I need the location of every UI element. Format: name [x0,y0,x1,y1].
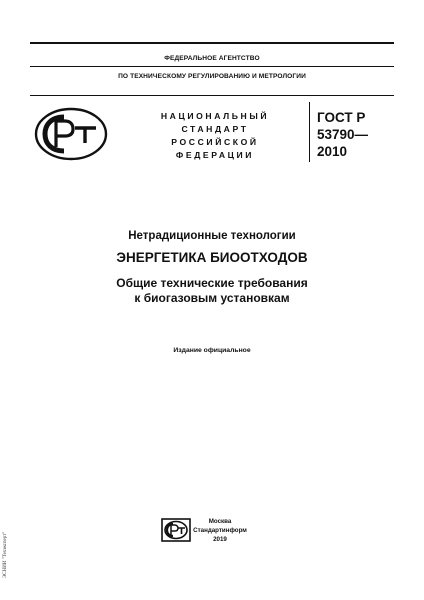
standard-type: НАЦИОНАЛЬНЫЙ СТАНДАРТ РОССИЙСКОЙ ФЕДЕРАЦИИ [160,111,270,160]
publisher-block: Москва Стандартинформ 2019 [193,518,247,543]
edition-label: Издание официальное [173,347,251,354]
title-subtitle: Общие технические требования к биогазовым установкам [116,276,308,305]
sidebar-text: ЭСНИИ "Техэксперт" [3,531,8,578]
title-line-1: Нетрадиционные технологии [128,230,296,242]
agency-line-1: ФЕДЕРАЛЬНОЕ АГЕНТСТВО [164,55,260,62]
top-rule [30,42,394,44]
agency-line-2: ПО ТЕХНИЧЕСКОМУ РЕГУЛИРОВАНИЮ И МЕТРОЛОГИИ [118,73,306,80]
publisher-logo [161,518,191,542]
standard-designation: ГОСТ Р 53790— 2010 [317,110,369,159]
designation-divider [309,102,310,162]
title-main: ЭНЕРГЕТИКА БИООТХОДОВ [116,250,308,265]
agency-rule [30,66,394,67]
header-rule [30,95,394,96]
rst-logo [34,107,108,161]
